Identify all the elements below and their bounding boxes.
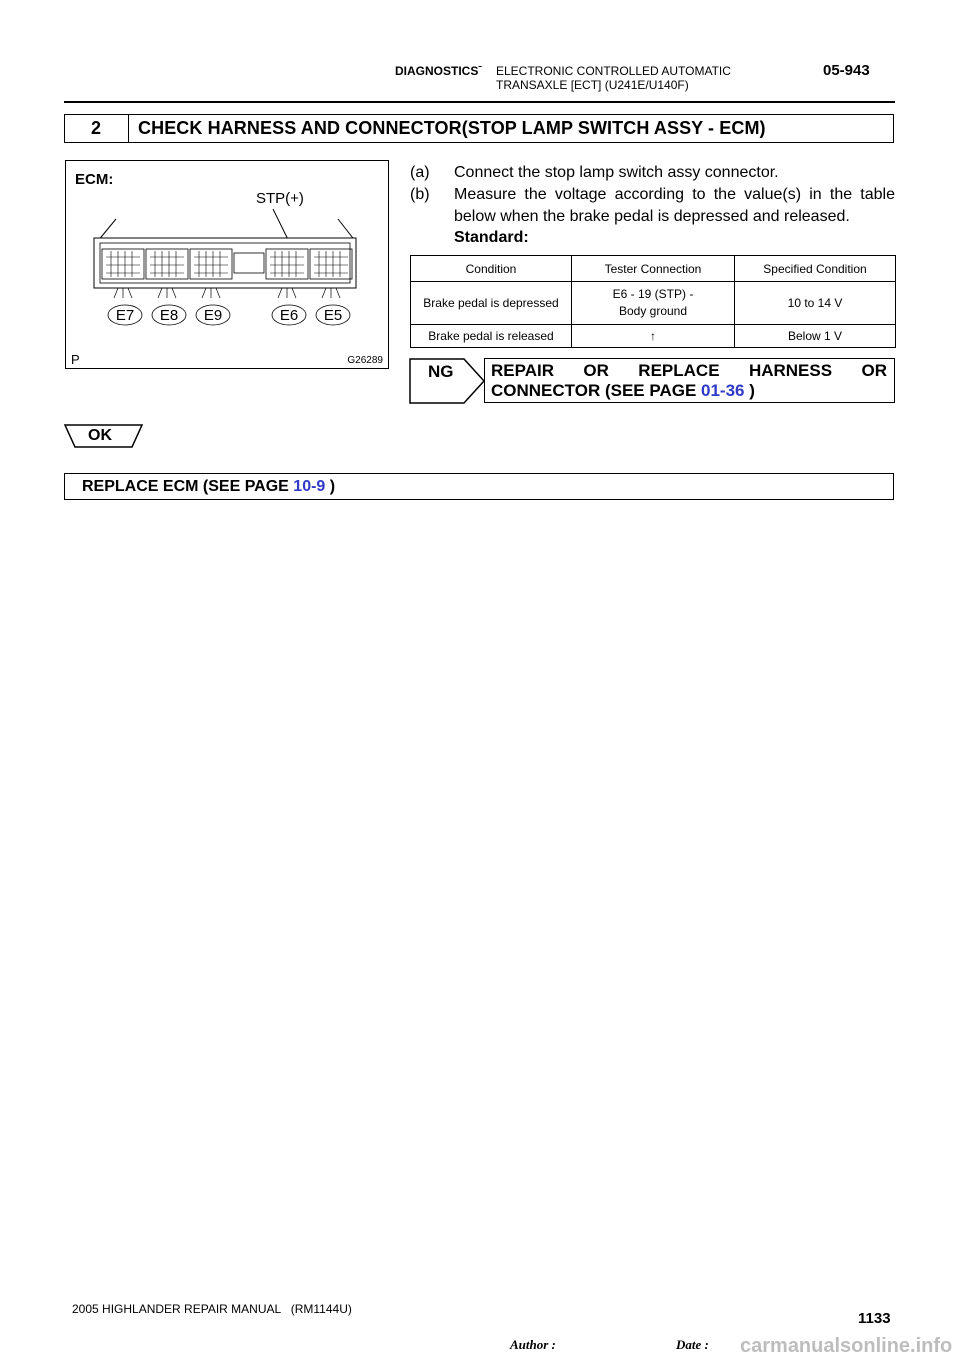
- spec-cell-condition: Brake pedal is depressed: [411, 282, 572, 325]
- spec-header-specified: Specified Condition: [735, 256, 896, 282]
- instruction-a-marker: (a): [410, 164, 430, 181]
- header-title-line1: ELECTRONIC CONTROLLED AUTOMATIC: [496, 64, 731, 78]
- footer-author-label: Author :: [510, 1337, 556, 1352]
- instruction-b-text-line1: Measure the voltage according to the value(s) in the table: [454, 186, 895, 203]
- final-prefix: REPLACE ECM (SEE PAGE: [82, 478, 294, 495]
- footer-page-number: 1133: [858, 1310, 891, 1327]
- step-title: CHECK HARNESS AND CONNECTOR(STOP LAMP SWITCH ASSY - ECM): [138, 118, 766, 138]
- spec-table-row: [411, 325, 896, 348]
- spec-cell-condition: Brake pedal is released: [411, 325, 572, 348]
- ng-page-link[interactable]: 01-36: [701, 381, 745, 400]
- step-number: 2: [64, 114, 129, 143]
- connector-label-e7: E7: [115, 307, 135, 324]
- instruction-b-text-line2: below when the brake pedal is depressed and released.: [454, 208, 850, 225]
- header-page-code: 05-943: [823, 62, 870, 79]
- stp-terminal-label: STP(+): [256, 190, 304, 207]
- spec-cell-tester-line2: Body ground: [618, 304, 688, 318]
- spec-cell-specified: 10 to 14 V: [735, 282, 896, 325]
- connector-label-e8: E8: [159, 307, 179, 324]
- ng-action-line2: [491, 381, 755, 401]
- standard-label: Standard:: [454, 229, 529, 246]
- spec-cell-tester-line1: E6 - 19 (STP) -: [612, 287, 694, 301]
- connector-label-e9: E9: [203, 307, 223, 324]
- ecm-label: ECM:: [75, 171, 114, 188]
- footer-watermark: carmanualsonline.info: [740, 1335, 953, 1357]
- spec-cell-specified: Below 1 V: [735, 325, 896, 348]
- final-suffix: ): [325, 478, 336, 495]
- connector-label-e5: E5: [323, 307, 343, 324]
- ng-line2-suffix: ): [744, 381, 755, 400]
- ng-line2-prefix: CONNECTOR (SEE PAGE: [491, 381, 702, 400]
- ecm-connector-figure: [65, 160, 389, 369]
- spec-table: [410, 255, 896, 348]
- spec-header-condition: Condition: [411, 256, 572, 282]
- spec-header-tester: Tester Connection: [572, 256, 735, 282]
- ng-word: HARNESS: [748, 361, 833, 380]
- spec-cell-tester: [572, 282, 735, 325]
- spec-table-header-row: [411, 256, 896, 282]
- header-rule: [64, 101, 895, 103]
- connector-label-e6: E6: [279, 307, 299, 324]
- footer-manual-title: 2005 HIGHLANDER REPAIR MANUAL (RM1144U): [72, 1302, 352, 1316]
- footer-date-label: Date :: [676, 1337, 709, 1352]
- header-title-line2: TRANSAXLE [ECT] (U241E/U140F): [496, 78, 689, 92]
- figure-corner-mark: P: [71, 352, 80, 367]
- spec-cell-tester: ↑: [572, 325, 735, 348]
- ng-word: OR: [583, 361, 609, 380]
- spec-table-row: [411, 282, 896, 325]
- instruction-b-marker: (b): [410, 186, 430, 203]
- ng-action-line1: [491, 361, 887, 381]
- ng-word: REPAIR: [491, 361, 554, 380]
- figure-code: G26289: [347, 355, 383, 366]
- ng-word: REPLACE: [638, 361, 720, 380]
- header-separator: -: [478, 58, 483, 73]
- instruction-a-text: Connect the stop lamp switch assy connector.: [454, 164, 779, 181]
- final-action-text: [82, 478, 335, 496]
- ng-word: OR: [861, 361, 887, 380]
- header-section: DIAGNOSTICS: [395, 64, 479, 78]
- final-page-link[interactable]: 10-9: [293, 478, 326, 495]
- ng-label: NG: [428, 362, 454, 381]
- ecm-connector-diagram: [66, 161, 388, 368]
- ok-label: OK: [88, 427, 112, 444]
